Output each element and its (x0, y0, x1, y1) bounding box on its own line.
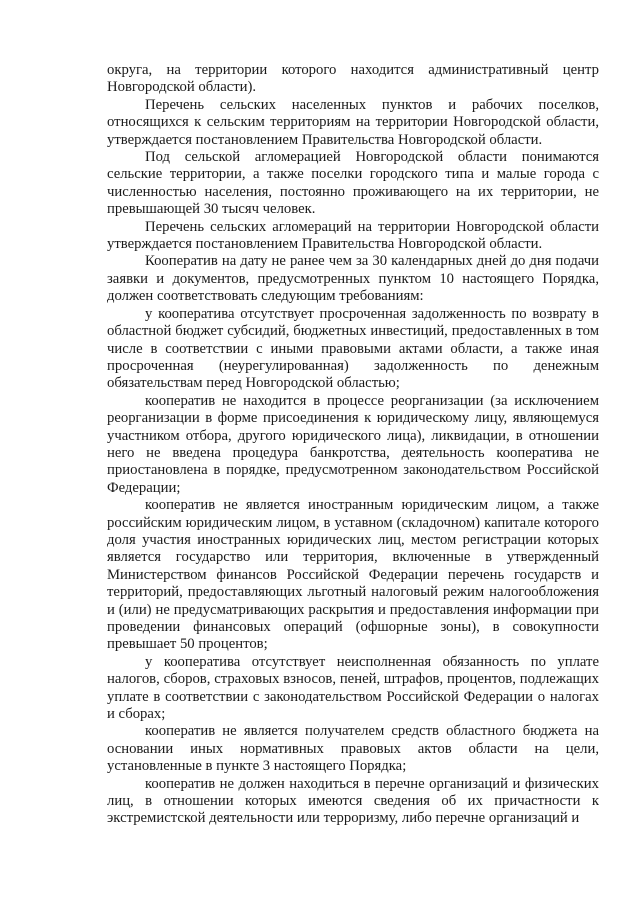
paragraph-9: у кооператива отсутствует неисполненная обязанность по уплате налогов, сборов, страховых взносов, пеней, штрафов, процентов, подлежащих уплате в соответствии с законодательством Российской Федерации о налогах и сборах; (107, 653, 599, 723)
paragraph-8: кооператив не является иностранным юридическим лицом, а также российским юридическим лицом, в уставном (складочном) капитале которого доля участия иностранных юридических лиц, местом регистрации которых является государство или территория, включенные в утвержденный Министерством финансов Российской Федерации перечень государств и территорий, предоставляющих льготный налоговый режим налогообложения и (или) не предусматривающих раскрытия и предоставления информации при проведении финансовых операций (офшорные зоны), в совокупности превышает 50 процентов; (107, 497, 599, 653)
document-body (107, 62, 599, 828)
paragraph-4: Перечень сельских агломераций на территории Новгородской области утверждается постановлением Правительства Новгородской области. (107, 218, 599, 253)
paragraph-6: у кооператива отсутствует просроченная задолженность по возврату в областной бюджет субсидий, бюджетных инвестиций, предоставленных в том числе в соответствии с иными правовыми актами области, а также иная просроченная (неурегулированная) задолженность по денежным обязательствам перед Новгородской областью; (107, 305, 599, 392)
paragraph-7: кооператив не находится в процессе реорганизации (за исключением реорганизации в форме присоединения к юридическому лицу, являющемуся участником отбора, другого юридического лица), ликвидации, в отношении него не введена процедура банкротства, деятельность кооператива не приостановлена в порядке, предусмотренном законодательством Российской Федерации; (107, 392, 599, 496)
paragraph-1: округа, на территории которого находится административный центр Новгородской области). (107, 62, 599, 96)
paragraph-10: кооператив не является получателем средств областного бюджета на основании иных нормативных правовых актов области на цели, установленные в пункте 3 настоящего Порядка; (107, 723, 599, 775)
paragraph-11: кооператив не должен находиться в перечне организаций и физических лиц, в отношении которых имеются сведения об их причастности к экстремистской деятельности или терроризму, либо перечне организаций и (107, 775, 599, 827)
paragraph-5: Кооператив на дату не ранее чем за 30 календарных дней до дня подачи заявки и документов, предусмотренных пунктом 10 настоящего Порядка, должен соответствовать следующим требованиям: (107, 253, 599, 305)
paragraph-3: Под сельской агломерацией Новгородской области понимаются сельские территории, а также поселки городского типа и малые города с численностью населения, постоянно проживающего на их территории, не превышающей 30 тысяч человек. (107, 149, 599, 218)
paragraph-2: Перечень сельских населенных пунктов и рабочих поселков, относящихся к сельским территориям на территории Новгородской области, утверждается постановлением Правительства Новгородской области. (107, 96, 599, 148)
